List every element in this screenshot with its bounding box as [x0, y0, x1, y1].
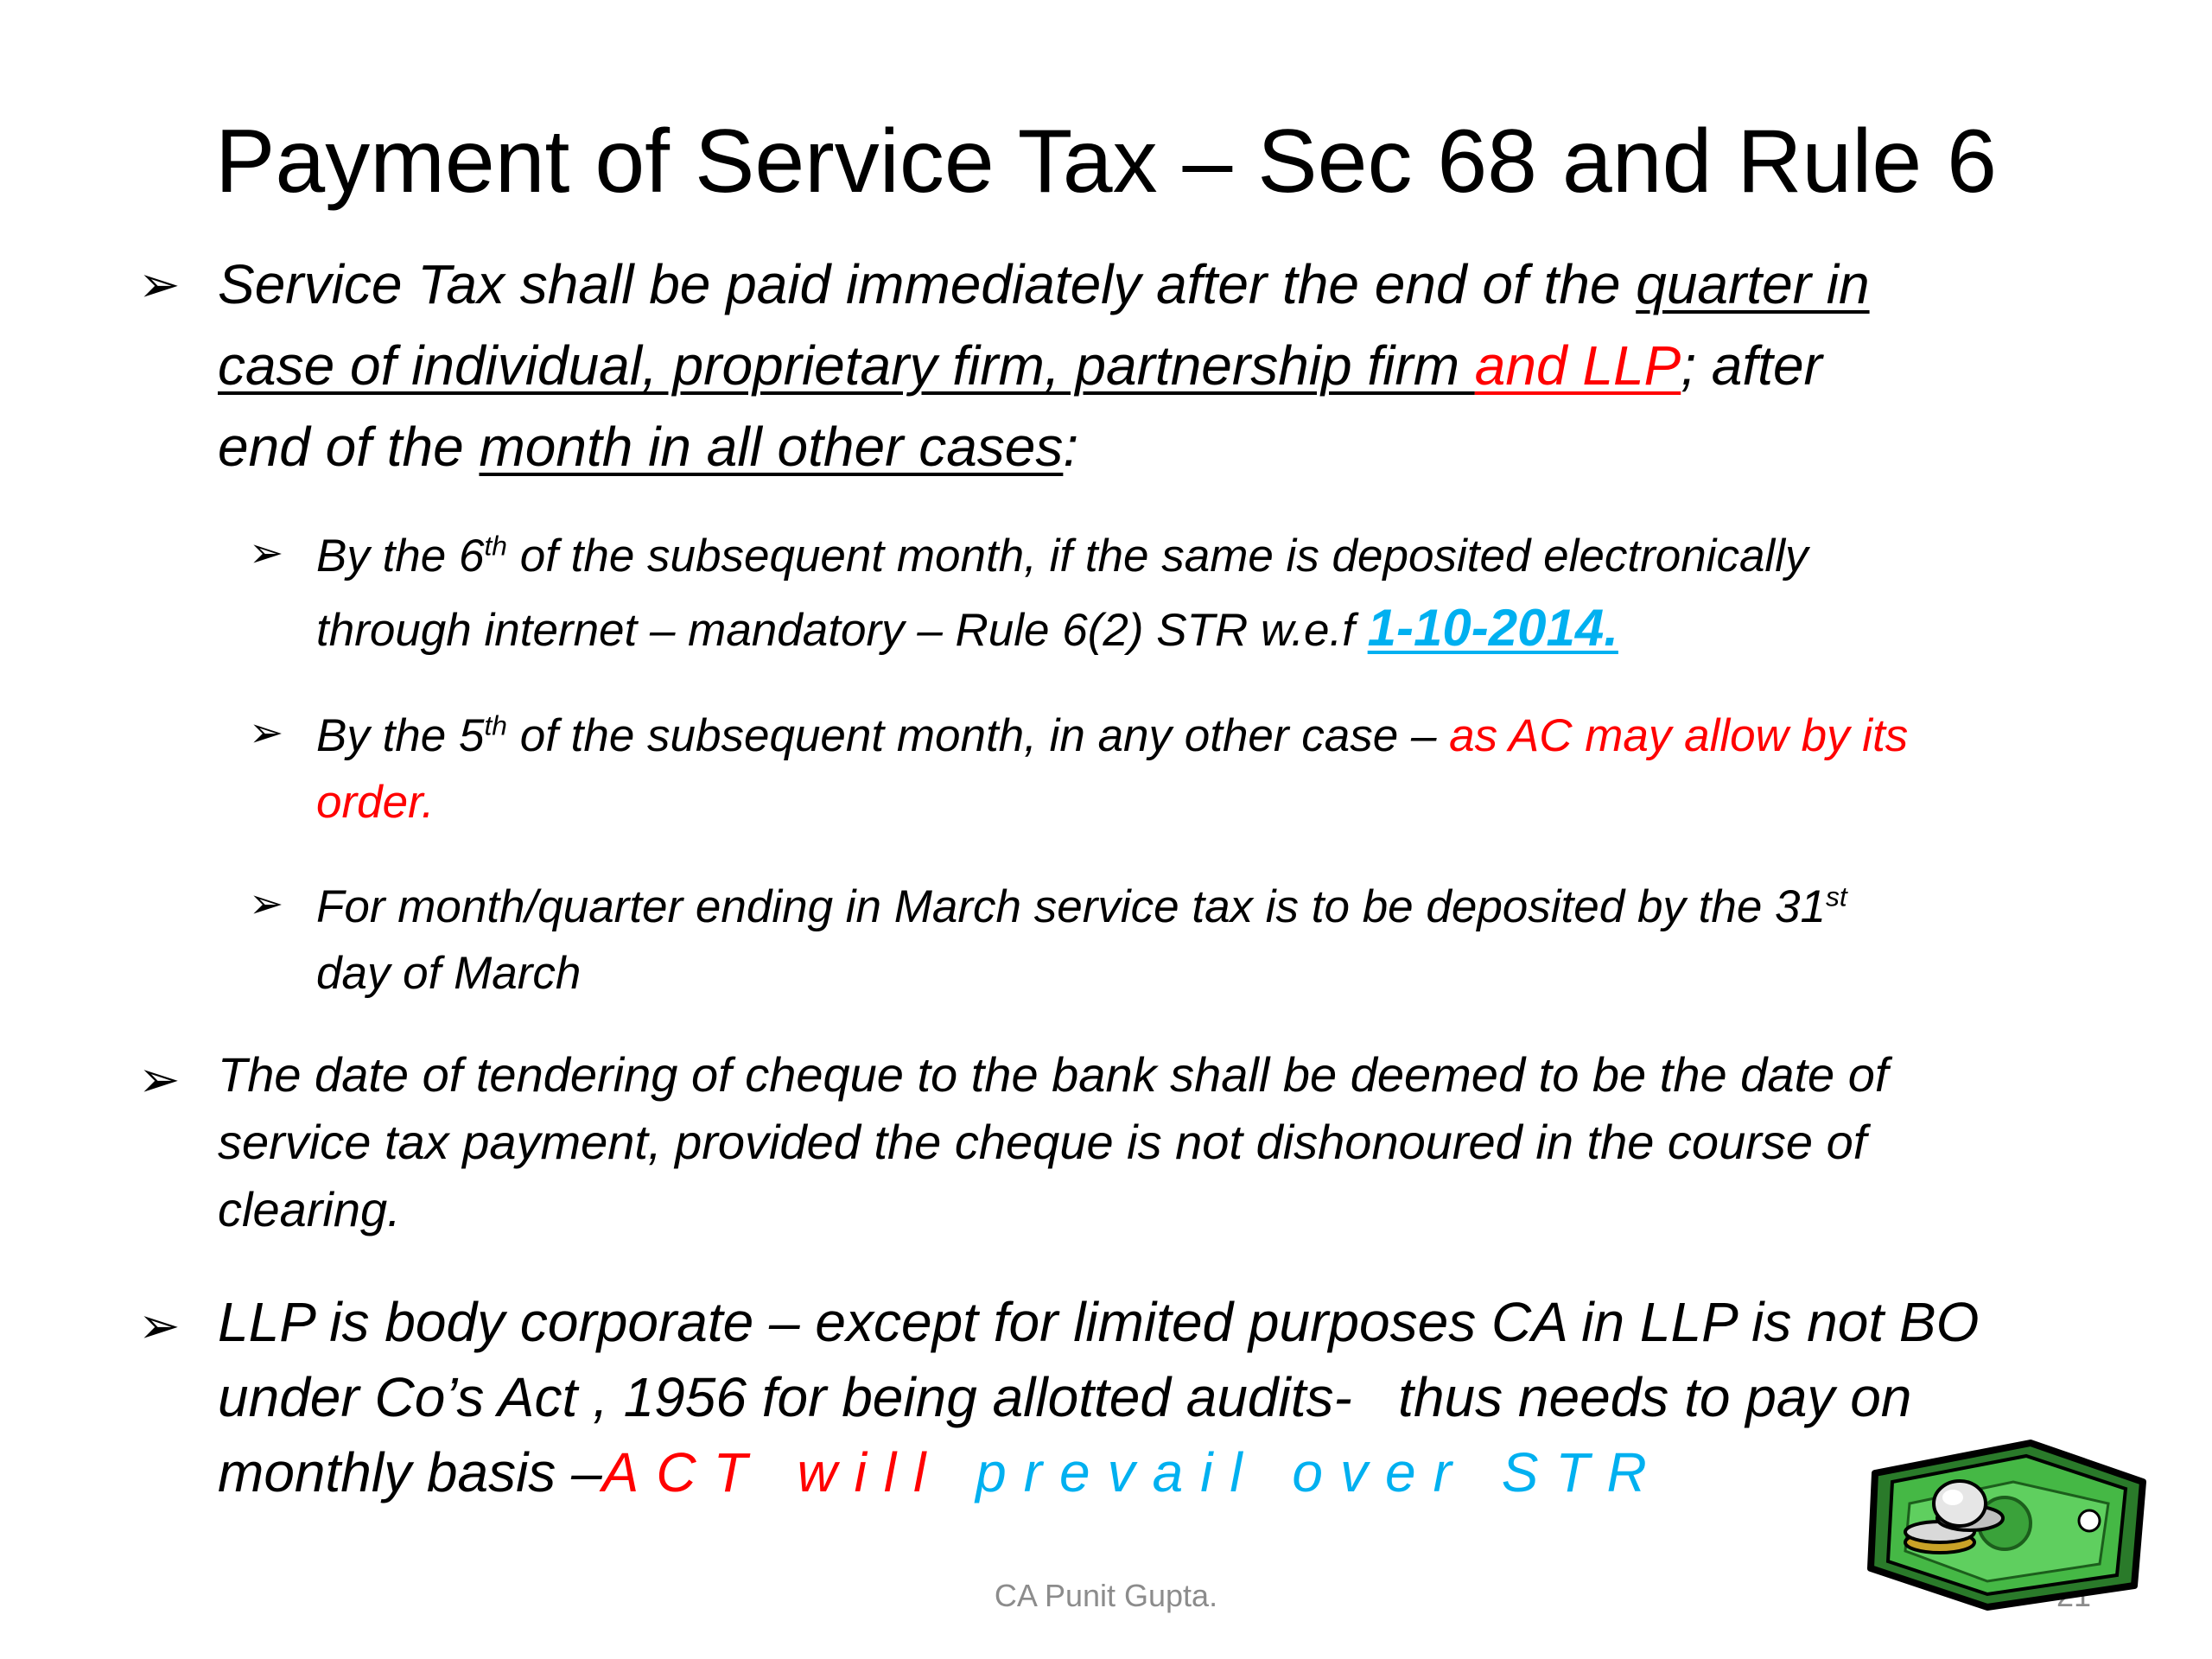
effective-date: 1-10-2014.: [1367, 599, 1618, 657]
bullet-1-text: ; after: [1681, 334, 1822, 397]
sub-bullet-text: day of March: [316, 948, 582, 999]
bullet-1-text: Service Tax shall be paid immediately after the end of the: [218, 253, 1637, 315]
bullet-3-text: LLP is body corporate – except for limited purposes CA in LLP is not BO: [218, 1291, 1980, 1353]
ordinal-suffix: th: [484, 709, 507, 741]
bullet-3-line-3: [218, 1432, 1664, 1513]
footer-author: CA Punit Gupta.: [994, 1578, 1218, 1613]
arrow-bullet-icon: ➢: [138, 1050, 181, 1109]
arrow-bullet-icon: ➢: [138, 255, 181, 314]
sub-bullet-text: For month/quarter ending in March service tax is to be deposited by the 31: [316, 881, 1827, 932]
bullet-3-text: under Co’s Act , 1956 for being allotted audits- thus needs to pay on: [218, 1366, 1912, 1428]
sub-bullet-red-text: as AC may allow by its: [1449, 710, 1909, 761]
bullet-1-text: end of the: [218, 416, 480, 478]
sub-bullet-red-text: order.: [316, 777, 435, 828]
arrow-bullet-icon: ➢: [138, 1296, 181, 1355]
bullet-1-red-text: and LLP: [1474, 334, 1681, 397]
sub-bullet-3-line-1: [316, 874, 1847, 941]
bullet-2-line-2: [218, 1109, 1866, 1176]
arrow-bullet-icon: ➢: [249, 529, 284, 577]
bullet-3-text: monthly basis –: [218, 1441, 602, 1503]
slide-title: Payment of Service Tax – Sec 68 and Rule 6: [215, 111, 1997, 212]
bullet-2-text: The date of tendering of cheque to the bank shall be deemed to be the date of: [218, 1047, 1889, 1102]
bullet-1-line-2: [218, 325, 1822, 406]
bullet-1-line-1: [218, 244, 1870, 325]
bullet-3-line-1: [218, 1281, 1979, 1363]
bullet-3-line-2: [218, 1357, 1911, 1438]
bullet-1-underlined: month in all other cases: [479, 416, 1064, 478]
money-icon: [1858, 1421, 2152, 1616]
bullet-1-text: :: [1063, 416, 1079, 478]
bullet-3-red-text: ACT will: [601, 1441, 944, 1503]
sub-bullet-2-line-2: [316, 769, 435, 836]
sub-bullet-text: By the 6: [316, 531, 485, 582]
bullet-3-blue-text: prevail over STR: [976, 1441, 1664, 1503]
bullet-1-underlined: case of individual, proprietary firm, partnership firm: [218, 334, 1475, 397]
ordinal-suffix: st: [1826, 880, 1847, 912]
arrow-bullet-icon: ➢: [249, 880, 284, 928]
sub-bullet-3-line-2: [316, 940, 581, 1007]
sub-bullet-2-line-1: [316, 702, 1908, 770]
bullet-1-line-3: [218, 406, 1078, 487]
sub-bullet-text: through internet – mandatory – Rule 6(2) STR w.e.f: [316, 605, 1368, 656]
sub-bullet-text: of the subsequent month, in any other case –: [507, 710, 1450, 761]
bullet-2-text: clearing.: [218, 1182, 401, 1236]
bullet-2-line-3: [218, 1176, 401, 1243]
sub-bullet-1-line-1: [316, 523, 1808, 590]
arrow-bullet-icon: ➢: [249, 709, 284, 757]
sub-bullet-text: of the subsequent month, if the same is deposited electronically: [507, 531, 1808, 582]
bullet-2-line-1: [218, 1041, 1888, 1109]
bullet-1-underlined: quarter in: [1636, 253, 1870, 315]
ordinal-suffix: th: [484, 530, 507, 562]
sub-bullet-1-line-2: [316, 594, 1618, 664]
bullet-2-text: service tax payment, provided the cheque is not dishonoured in the course of: [218, 1115, 1867, 1169]
sub-bullet-text: By the 5: [316, 710, 485, 761]
